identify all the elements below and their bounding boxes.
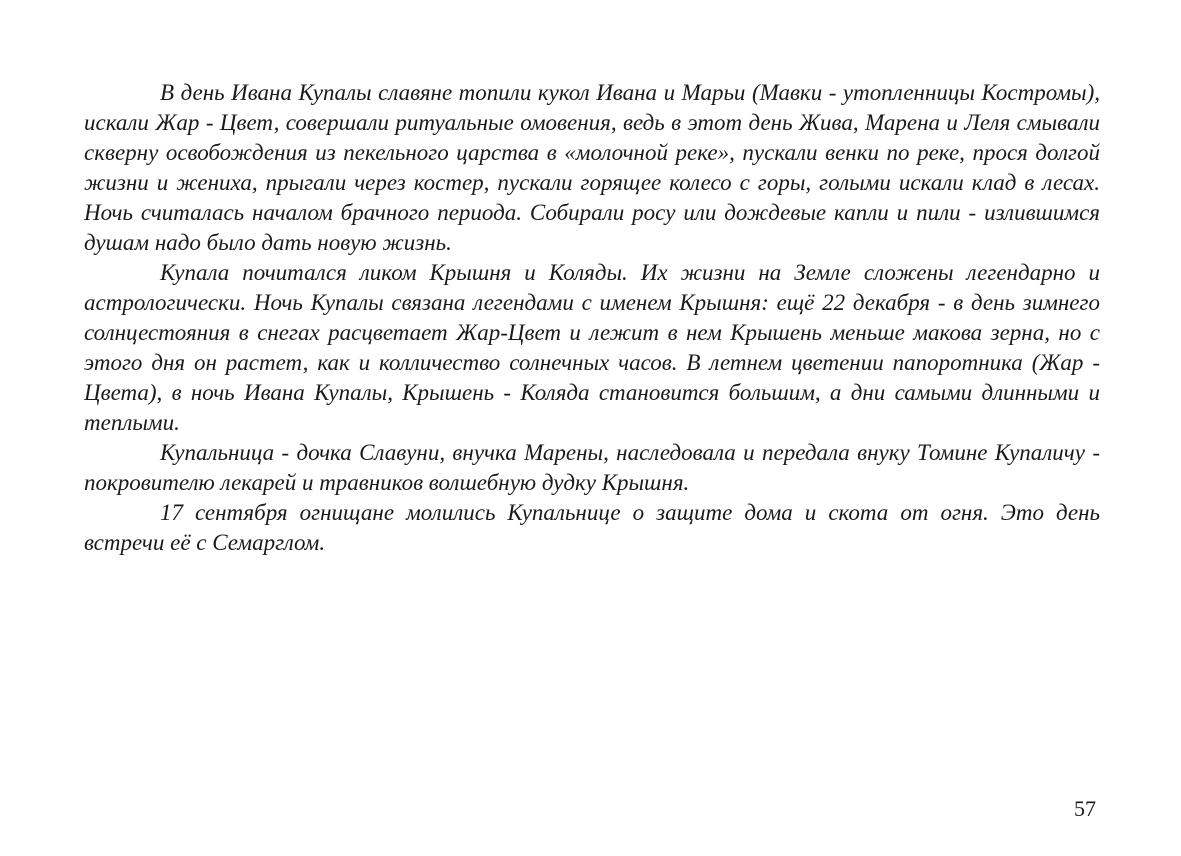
paragraph-2: Купала почитался ликом Крышня и Коляды. Их жизни на Земле сложены легендарно и астрологически. Ночь Купалы связана легендами с именем Крышня: ещё 22 декабря - в день зимнего солнцестояния в снегах расцветает Жар-Цвет и лежит в нем Крышень меньше макова зерна, но с этого дня он растет, как и колличество солнечных часов. В летнем цветении папоротника (Жар - Цвета), в ночь Ивана Купалы, Крышень - Коляда становится большим, а дни самыми длинными и теплыми. [84, 260, 1100, 435]
paragraph-4: 17 сентября огнищане молились Купальнице о защите дома и скота от огня. Это день встречи её с Семарглом. [84, 500, 1100, 555]
paragraph-3: Купальница - дочка Славуни, внучка Марены, наследовала и передала внуку Томине Купаличу - покровителю лекарей и травников волшебную дудку Крышня. [84, 440, 1100, 495]
page-number: 57 [1074, 796, 1096, 821]
paragraph-1: В день Ивана Купалы славяне топили кукол Ивана и Марьи (Мавки - утопленницы Костромы), искали Жар - Цвет, совершали ритуальные омовения, ведь в этот день Жива, Марена и Леля смывали скверну освобождения из пекельного царства в «молочной реке», пускали венки по реке, прося долгой жизни и жениха, прыгали через костер, пускали горящее колесо с горы, голыми искали клад в лесах. Ночь считалась началом брачного периода. Собирали росу или дождевые капли и пили - излившимся душам надо было дать новую жизнь. [84, 80, 1100, 255]
body-text [84, 78, 1100, 558]
